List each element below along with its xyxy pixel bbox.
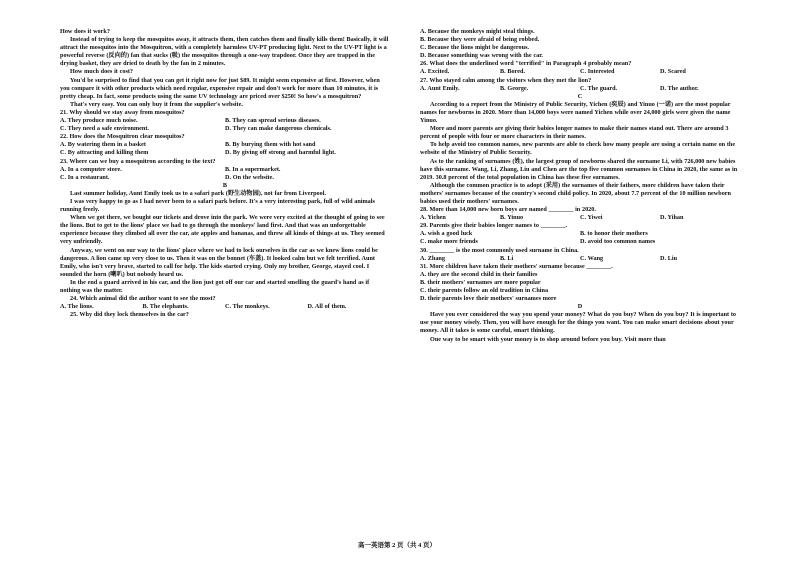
option: B. Because they were afraid of being robbed. <box>420 36 540 44</box>
option: A. Because the monkeys might steal things. <box>420 28 535 35</box>
options-26 <box>420 68 740 76</box>
paragraph: When we got there, we bought our tickets and drove into the park. We were very excited at the thought of going to see the lions. But to get to the lions' place we had to go through the monkeys' land first. And that was an unforgettable experience because they climbed all over the car, ate apples and bananas, and threw all kinds of things at us. They seemed very unfriendly. <box>60 214 385 246</box>
paragraph: Although the common practice is to adopt (采用) the surnames of their fathers, more children have taken their mothers' surnames because of the country's second child policy. In 2020, about 7.7 percent of the 10 million newborn babies used their mothers' surnames. <box>420 181 731 205</box>
option: D. They can make dangerous chemicals. <box>225 125 332 133</box>
option: A. wish a good luck <box>420 230 473 238</box>
option: A. Yichen <box>420 214 446 222</box>
paragraph: That's very easy. You can only buy it from the supplier's website. <box>70 100 243 108</box>
option: A. Aunt Emily. <box>420 84 460 92</box>
paragraph: Have you ever considered the way you spend your money? What do you buy? When do you buy? It is important to use your money wisely. Then, you will have enough for the things you want. You can make smart decisions about your money. All it takes is some careful, smart thinking. <box>420 311 736 335</box>
section-d-label: D <box>577 303 583 311</box>
paragraph: You'd be surprised to find that you can get it right now for just $89. It might seem expensive at first. However, when you compare it with other products which need regular, expensive repair and don't work for more than 10 minutes, it is pretty cheap. In fact, some products using the same UV technology are priced over $250! So how's a mosquitron? <box>60 76 380 100</box>
question-28: 28. More than 14,000 new born boys are named ________ in 2020. <box>420 206 596 214</box>
option: D. All of them. <box>307 303 347 311</box>
paragraph: As to the ranking of surnames (姓), the largest group of newborns shared the surname Li, with 726,000 new babies have this surname. Wang, Li, Zhang, Liu and Chen are the top five common surnames in China in 2020, the same as in 2019. 30.8 percent of the total population in China has these five surnames. <box>420 157 738 181</box>
option: D. Liu <box>660 254 678 262</box>
question-23: 23. Where can we buy a mosquitron according to the text? <box>60 157 216 165</box>
option: D. Scared <box>660 68 686 76</box>
option: C. Yiwei <box>580 214 603 222</box>
options-27 <box>420 85 740 93</box>
option: B. Bored. <box>500 68 526 76</box>
options-22 <box>60 141 390 157</box>
paragraph: More and more parents are giving their babies longer names to make their names stand out. There are around 3 percent of people with four or more characters in their names. <box>420 125 729 141</box>
option: A. Zhang <box>420 254 445 262</box>
option: D. Because something was wrong with the car. <box>420 52 543 60</box>
left-column <box>60 28 390 319</box>
question-27: 27. Who stayed calm among the visitors when they met the lion? <box>420 76 592 84</box>
heading-cost: How much does it cost? <box>70 68 134 76</box>
option: A. they are the second child in their families <box>420 270 538 278</box>
paragraph: According to a report from the Ministry of Public Security, Yichen (奕辰) and Yinuo (一诺) are the most popular names for newborns in 2020. More than 14,000 boys were named Yichen while over 24,000 girls were given the name Yinuo. <box>420 100 731 125</box>
option: C. By attracting and killing them <box>60 149 149 157</box>
option: C. Interested <box>580 68 615 76</box>
option: C. They need a safe environment. <box>60 125 149 133</box>
section-c-label: C <box>577 92 583 100</box>
options-23 <box>60 166 390 182</box>
option: B. to honor their mothers <box>580 230 648 238</box>
option: D. On the website. <box>225 173 274 181</box>
question-31: 31. More children have taken their mothers' surname because ________. <box>420 262 613 270</box>
paragraph: I was very happy to go as I had never been to a safari park before. It's a very interesting park, full of wild animals running freely. <box>60 197 375 214</box>
question-26: 26. What does the underlined word "terrified" in Paragraph 4 probably mean? <box>420 60 632 68</box>
option: B. Li <box>500 254 514 262</box>
section-b-label: B <box>222 181 228 189</box>
option: C. their parents follow an old tradition in China <box>420 287 549 294</box>
option: C. make more friends <box>420 238 478 246</box>
page-footer: 高一英语第 2 页（共 4 页） <box>358 542 436 549</box>
paragraph: Instead of trying to keep the mosquitos away, it attracts them, then catches them and finally kills them! Basically, it will attract the mosquitos into the Mosquitron, with a completely harmless UV-PT producing light. Next to the UV-PT light is a powerful reverse (反向的) fan that sucks (吸) the mosquitos through a one-way trapdoor. Once they are trapped in the drying basket, they are dried to death by the fan in 2 minutes. <box>60 36 389 68</box>
options-21 <box>60 117 390 133</box>
option: B. In a supermarket. <box>225 165 281 173</box>
option: B. By burying them with hot sand <box>225 141 316 149</box>
option: B. their mothers' surnames are more popular <box>420 278 541 286</box>
question-25: 25. Why did they lock themselves in the car? <box>70 311 189 319</box>
question-21: 21. Why should we stay away from mosquitos? <box>60 108 185 116</box>
paragraph: Last summer holiday, Aunt Emily took us to a safari park (野生动物园), not far from Liverpool. <box>70 189 327 197</box>
paragraph: One way to be smart with your money is to shop around before you buy. Visit more than <box>430 335 666 343</box>
options-29 <box>420 230 740 246</box>
option: D. By giving off strong and harmful light. <box>225 149 336 157</box>
option: D. avoid too common names <box>580 238 656 246</box>
option: A. They produce much noise. <box>60 117 138 125</box>
option: C. Because the lions might be dangerous. <box>420 44 530 52</box>
option: C. In a restaurant. <box>60 173 110 181</box>
question-24: 24. Which animal did the author want to see the most? <box>70 295 216 303</box>
option: C. Wang <box>580 254 604 262</box>
question-29: 29. Parents give their babies longer names to ________. <box>420 222 567 230</box>
option: A. In a computer store. <box>60 165 122 173</box>
options-24 <box>60 303 390 311</box>
heading-how-it-works: How does it work? <box>60 28 110 35</box>
right-column <box>420 28 740 344</box>
question-22: 22. How does the Mosquitron clear mosquitos? <box>60 133 185 141</box>
option: C. The guard. <box>580 84 618 92</box>
option: D. Yihan <box>660 214 684 222</box>
option: B. The elephants. <box>142 303 189 311</box>
option: A. By watering them in a basket <box>60 141 146 149</box>
options-28 <box>420 214 740 222</box>
question-30: 30. ________ is the most commonly used surname in China. <box>420 246 579 254</box>
paragraph: In the end a guard arrived in his car, and the lion just got off our car and started smelling the guard's hand as if nothing was the matter. <box>60 278 370 294</box>
option: A. The lions. <box>60 303 94 311</box>
option: D. their parents love their mothers' surnames more <box>420 295 557 303</box>
option: A. Excited. <box>420 68 450 76</box>
option: C. The monkeys. <box>225 303 270 311</box>
option: B. They can spread serious diseases. <box>225 117 321 125</box>
paragraph: Anyway, we went on our way to the lions' place where we had to lock ourselves in the car as we knew lions could be dangerous. A lion came up very close to us. Then it was on the bonnet (车盖). It looked calm but we felt terrified. Aunt Emily, who isn't very brave, started to call for help. The kids started crying. Only my brother, George, stayed cool. I sounded the horn (喇叭) but nobody heard us. <box>60 246 378 278</box>
paragraph: To help avoid too common names, new parents are able to check how many people are using a certain name on the website of the Ministry of Public Security. <box>420 141 736 157</box>
option: D. The author. <box>660 84 699 92</box>
option: B. George. <box>500 84 529 92</box>
option: B. Yinuo <box>500 214 524 222</box>
options-30 <box>420 255 740 263</box>
